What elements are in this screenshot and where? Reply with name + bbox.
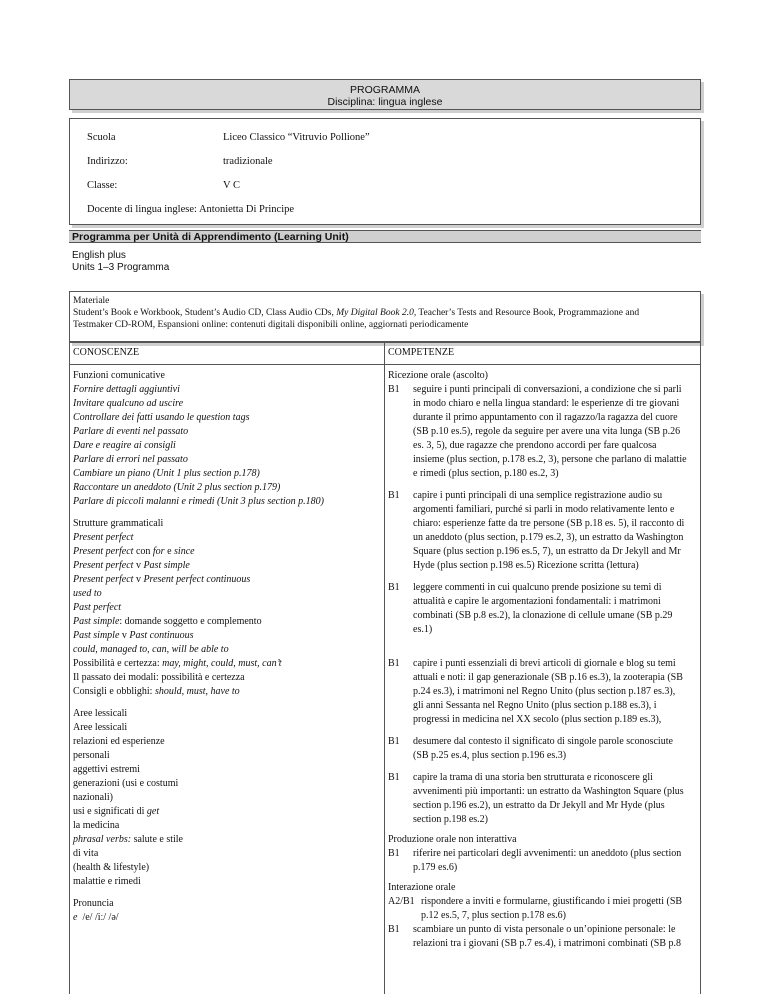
competence-text [413, 489, 698, 573]
conoscenze-column [73, 369, 378, 925]
section-title: Programma per Unità di Apprendimento (Learning Unit) [72, 231, 349, 243]
competence-line: Hyde (plus section p.198 es.5) Ricezione scritta (lettura) [413, 560, 639, 571]
strutture-line: Past simple v Past continuous [73, 630, 194, 641]
competence-line: capire i punti principali di una semplice registrazione audio su [413, 490, 663, 501]
competence-line: scambiare un punto di vista personale o un’opinione personale: le [413, 924, 676, 935]
competence-line: un aneddoto (plus section, p.179 es.2, 3), un estratto da Washington [413, 532, 684, 543]
materials-text-b: Teacher’s Tests and Resource Book, Programmazione and [416, 308, 640, 318]
info-value-classe: V C [223, 180, 241, 191]
aree-line: phrasal verbs: salute e stile [73, 834, 183, 845]
competence-item [388, 383, 698, 481]
funzioni-item: Parlare di piccoli malanni e rimedi (Unit 3 plus section p.180) [73, 496, 324, 507]
strutture-line: Past perfect [73, 602, 122, 613]
strutture-line: Consigli e obblighi: should, must, have to [73, 686, 240, 697]
competence-line: (SB p.10 es.5), regole da seguire per avere una vita lunga (SB p.26 [413, 426, 681, 437]
school-info-box [69, 118, 701, 225]
competence-line: attuali e noti: il gap generazionale (SB p.16 es.3), la zooterapia (SB [413, 672, 683, 683]
competence-text [413, 383, 698, 481]
aree-line: (health & lifestyle) [73, 862, 150, 873]
funzioni-item: Controllare dei fatti usando le question tags [73, 412, 250, 423]
funzioni-item: Parlare di errori nel passato [73, 454, 188, 465]
header-conoscenze: CONOSCENZE [73, 347, 140, 358]
funzioni-item: Invitare qualcuno ad uscire [73, 398, 184, 409]
aree-line: aggettivi estremi [73, 764, 140, 775]
competence-level: A2/B1 [388, 896, 415, 907]
info-teacher: Docente di lingua inglese: Antonietta Di Principe [87, 204, 295, 215]
competence-item [388, 489, 698, 573]
produzione-orale-list [388, 847, 698, 875]
competence-line: avvenimenti più importanti: un estratto da Washington Square (plus [413, 786, 684, 797]
ricezione-orale-heading: Ricezione orale (ascolto) [388, 370, 488, 381]
competence-level: B1 [388, 490, 400, 501]
competence-item [388, 847, 698, 875]
competence-line: p.24 es.3), i matrimoni nel Regno Unito (plus section p.187 es.3), [413, 686, 676, 697]
programma-header [69, 79, 701, 110]
materials-label: Materiale [73, 296, 110, 306]
competence-line: es.1) [413, 624, 433, 635]
strutture-line: Il passato dei modali: possibilità e certezza [73, 672, 245, 683]
competence-level: B1 [388, 736, 400, 747]
info-label-classe: Classe: [87, 180, 118, 191]
competence-item [388, 895, 698, 923]
competence-line: section p.198 es.2) [413, 814, 488, 825]
competence-level: B1 [388, 658, 400, 669]
competence-line: in modo chiaro e nella lingua standard: le esperienze di tre giovani [413, 398, 680, 409]
program-table [69, 341, 701, 994]
competence-line: Square (plus section p.196 es.5, 7), un estratto da Dr Jekyll and Mr [413, 546, 681, 557]
strutture-line: Present perfect v Past simple [73, 560, 190, 571]
info-label-indirizzo: Indirizzo: [87, 156, 128, 167]
pronuncia-line: e /e/ /iː/ /ə/ [73, 912, 119, 923]
aree-line: malattie e rimedi [73, 876, 141, 887]
competence-item [388, 735, 698, 763]
competence-level: B1 [388, 582, 400, 593]
competence-item [388, 581, 698, 637]
competence-text [421, 895, 698, 923]
competence-text [413, 847, 698, 875]
info-label-scuola: Scuola [87, 132, 116, 143]
competence-text [413, 923, 698, 951]
funzioni-item: Cambiare un piano (Unit 1 plus section p.178) [73, 468, 260, 479]
materials-text-a: Student’s Book e Workbook, Student’s Audio CD, Class Audio CDs, [73, 308, 337, 318]
ricezione-orale-list [388, 383, 698, 827]
strutture-line: Present perfect [73, 532, 134, 543]
competence-line: insieme (plus section, p.178 es.2, 3), persone che parlano di malattie [413, 454, 687, 465]
competence-text [413, 657, 698, 727]
info-value-scuola: Liceo Classico “Vitruvio Pollione” [223, 132, 370, 143]
aree-line: Aree lessicali [73, 722, 128, 733]
aree-line: personali [73, 750, 110, 761]
pronuncia-heading: Pronuncia [73, 898, 114, 909]
section-title-bar [69, 230, 701, 243]
competence-line: capire i punti essenziali di brevi articoli di giornale e blog su temi [413, 658, 676, 669]
competence-line: capire la trama di una storia ben strutturata e riconoscere gli [413, 772, 653, 783]
competence-line: combinati (SB p.8 es.2), la clonazione di cellule umane (SB p.29 [413, 610, 673, 621]
funzioni-item: Parlare di eventi nel passato [73, 426, 189, 437]
materials-text-italic: My Digital Book 2.0, [336, 308, 417, 318]
competence-level: B1 [388, 384, 400, 395]
competence-line: es. 3, 5), due ragazze che prendono accordi per fare qualcosa [413, 440, 657, 451]
competence-line: riferire nei particolari degli avvenimenti: un aneddoto (plus section [413, 848, 682, 859]
competence-level: B1 [388, 848, 400, 859]
competence-line: p.12 es.5, 7, plus section p.178 es.6) [421, 910, 566, 921]
competence-line: leggere commenti in cui qualcuno prende posizione su temi di [413, 582, 662, 593]
competence-line: (SB p.25 es.4, plus section p.196 es.3) [413, 750, 567, 761]
aree-heading: Aree lessicali [73, 708, 128, 719]
aree-line: la medicina [73, 820, 120, 831]
aree-line: di vita [73, 848, 99, 859]
competence-line: section p.196 es.2), un estratto da Dr Jekyll and Mr Hyde (plus [413, 800, 665, 811]
competence-line: argomenti familiari, purché si parli in modo relativamente lento e [413, 504, 675, 515]
interazione-orale-list [388, 895, 698, 951]
competence-level: B1 [388, 772, 400, 783]
aree-line: relazioni ed esperienze [73, 736, 165, 747]
competence-level: B1 [388, 924, 400, 935]
strutture-line: used to [73, 588, 102, 599]
competence-line: p.179 es.6) [413, 862, 458, 873]
competence-line: seguire i punti principali di conversazioni, a condizione che si parli [413, 384, 682, 395]
funzioni-item: Fornire dettagli aggiuntivi [73, 384, 180, 395]
produzione-orale-heading: Produzione orale non interattiva [388, 834, 517, 845]
competence-line: chiaro: esperienze fatte da tre persone (SB p.18 es. 5), il racconto di [413, 518, 685, 529]
book-units: Units 1–3 Programma [72, 262, 170, 273]
strutture-line: Past simple: domande soggetto e complemento [73, 616, 262, 627]
competence-text [413, 771, 698, 827]
aree-line: nazionali) [73, 792, 113, 803]
interazione-orale-heading: Interazione orale [388, 882, 456, 893]
strutture-line: Present perfect v Present perfect continuous [73, 574, 251, 585]
book-info [72, 250, 169, 274]
strutture-line: could, managed to, can, will be able to [73, 644, 229, 655]
competence-item [388, 771, 698, 827]
strutture-heading: Strutture grammaticali [73, 518, 164, 529]
competence-item [388, 923, 698, 951]
funzioni-item: Raccontare un aneddoto (Unit 2 plus section p.179) [73, 482, 281, 493]
competence-text [413, 735, 698, 763]
competence-line: relazioni tra i giovani (SB p.7 es.4), i matrimoni combinati (SB p.8 [413, 938, 682, 949]
competence-line: attualità e capire le argomentazioni fondamentali: i matrimoni [413, 596, 661, 607]
competence-line: e rimedi (plus section, p.180 es.2, 3) [413, 468, 559, 479]
materials-line2: Testmaker CD-ROM, Espansioni online: contenuti digitali disponibili online, aggiornati periodicamente [73, 320, 469, 330]
funzioni-item: Dare e reagire ai consigli [73, 440, 176, 451]
strutture-line: Possibilità e certezza: may, might, could, must, can’t [73, 658, 282, 669]
aree-line: generazioni (usi e costumi [73, 778, 179, 789]
header-title: PROGRAMMA [349, 84, 420, 96]
competenze-column [388, 369, 698, 951]
competence-line: durante il primo appuntamento con il ragazzo/la ragazza del cuore [413, 412, 678, 423]
competence-text [413, 581, 698, 637]
header-competenze: COMPETENZE [388, 347, 455, 358]
book-title: English plus [72, 250, 126, 261]
aree-line: usi e significati di get [73, 806, 160, 817]
competence-line: gli anni Sessanta nel Regno Unito (plus section p.188 es.3), i [413, 700, 657, 711]
info-value-indirizzo: tradizionale [223, 156, 273, 167]
competence-line: rispondere a inviti e formularne, giustificando i miei progetti (SB [421, 896, 683, 907]
competence-line: desumere dal contesto il significato di singole parole sconosciute [413, 736, 673, 747]
competence-item [388, 657, 698, 727]
materials-box [69, 291, 701, 343]
materials-line1 [73, 307, 700, 319]
header-subtitle: Disciplina: lingua inglese [327, 96, 443, 108]
funzioni-heading: Funzioni comunicative [73, 370, 165, 381]
header-divider [70, 364, 700, 365]
strutture-line: Present perfect con for e since [73, 546, 195, 557]
column-divider [384, 342, 385, 994]
competence-line: progressi in medicina nel XX secolo (plus section p.189 es.3), [413, 714, 662, 725]
